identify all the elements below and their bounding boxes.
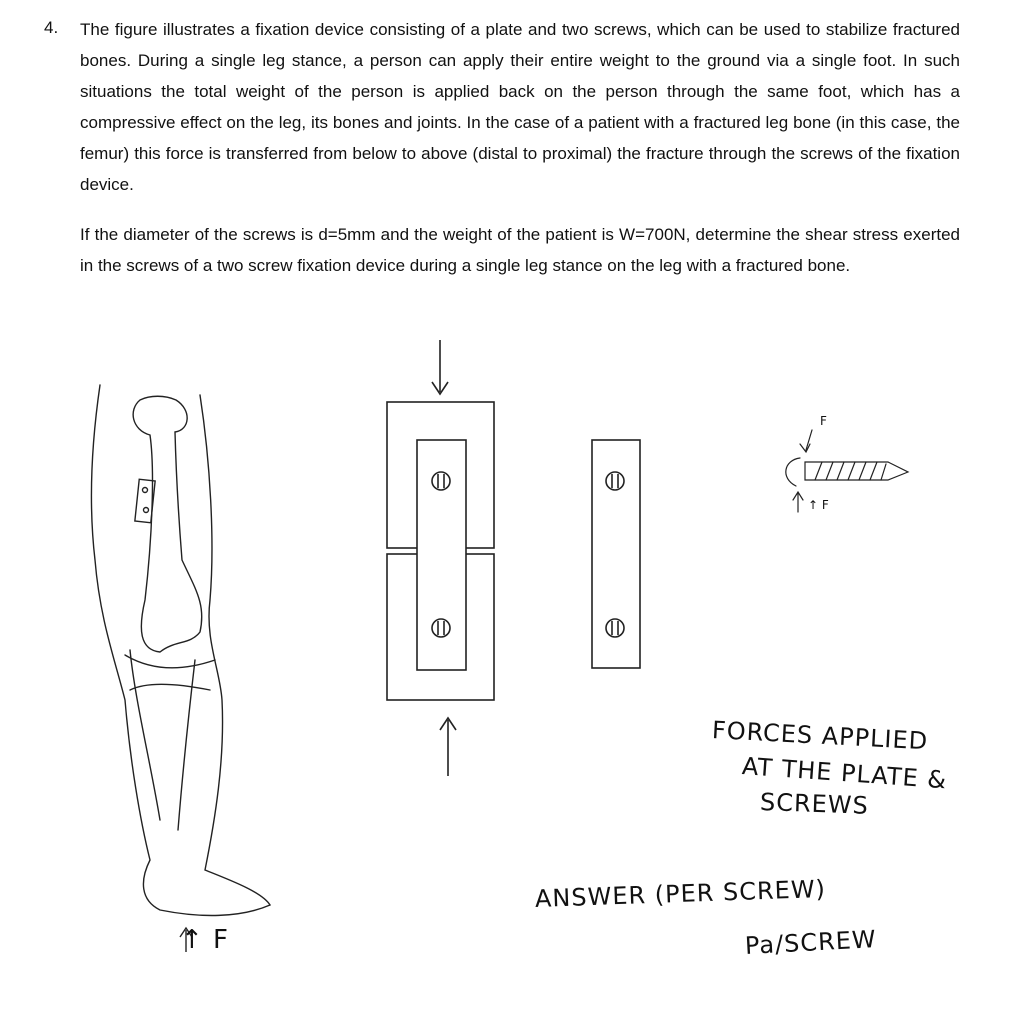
answer-line-2: Pa/SCREW <box>744 925 878 960</box>
fixation-plate <box>417 440 466 670</box>
question-number: 4. <box>44 18 59 37</box>
screw-force-arrow-down <box>800 430 812 452</box>
leg-screw-bottom <box>144 508 149 513</box>
standalone-plate <box>592 440 640 668</box>
knee-detail <box>125 655 215 690</box>
note-line-2: AT THE PLATE & <box>741 752 948 795</box>
femur-outline <box>133 396 202 652</box>
tibia-outline <box>130 650 195 830</box>
screw-head <box>786 458 800 486</box>
answer-line-1: ANSWER (PER SCREW) <box>534 874 827 913</box>
leg-screw-top <box>143 488 148 493</box>
note-line-1: FORCES APPLIED <box>711 716 929 756</box>
leg-outline-left <box>91 385 270 915</box>
note-line-3: SCREWS <box>759 788 870 820</box>
problem-paragraph-1: The figure illustrates a fixation device consisting of a plate and two screws, which can be used to stabilize fractured bones. During a single leg stance, a person can apply their entire weight to the ground via a single foot. In such situations the total weight of the person is applied back on the person through the same foot, which has a compressive effect on the leg, its bones and joints. In the case of a patient with a fractured leg bone (in this case, the femur) this force is transferred from below to above (distal to proximal) the fracture through the screws of the fixation device. <box>80 20 960 194</box>
problem-paragraph-2: If the diameter of the screws is d=5mm and the weight of the patient is W=700N, determine the shear stress exerted in the screws of a two screw fixation device during a single leg stance on the leg with a fractured bone. <box>80 225 960 275</box>
screw-force-label-top: F <box>820 414 827 428</box>
leg-sketch <box>91 385 270 915</box>
standalone-screw-lower <box>606 619 624 637</box>
screw-force-label-bottom: ↑ F <box>808 498 829 512</box>
fixation-device <box>387 340 494 776</box>
screw-sketch <box>786 430 908 512</box>
leg-force-label: ↑ F <box>181 925 230 955</box>
standalone-screw-upper <box>606 472 624 490</box>
screw-threads <box>815 462 886 480</box>
screw-force-arrow-up <box>793 492 803 512</box>
leg-outline-right <box>200 395 270 905</box>
